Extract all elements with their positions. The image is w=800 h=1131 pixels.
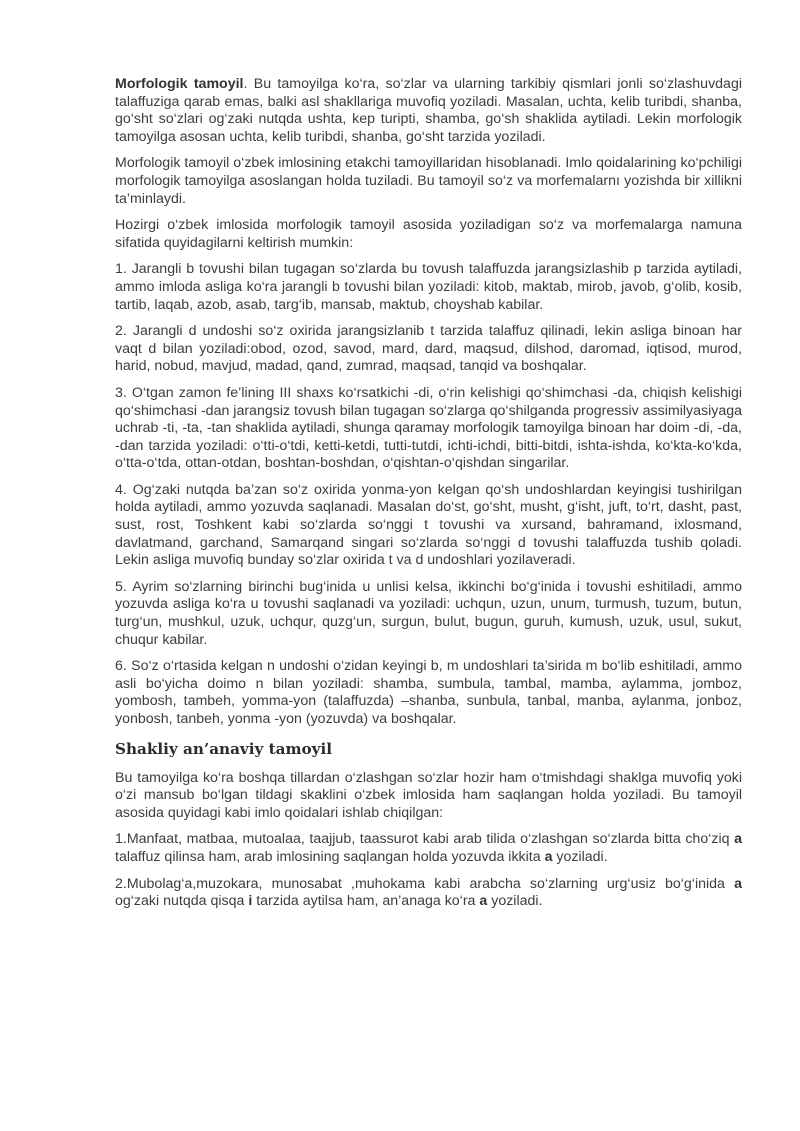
paragraph-etakchi-tamoyil: Morfologik tamoyil o‘zbek imlosining etakchi tamoyillaridan hisoblanadi. Imlo qoidalarining ko‘pchiligi morfologik tamoyilga asoslangan holda tuziladi. Bu tamoyil so‘z va morfemalarnı yozishda bir xillikni ta’minlaydi. (115, 155, 742, 207)
rule-item-2 (115, 876, 742, 911)
list-item-5: 5. Ayrim so‘zlarning birinchi bug‘inida u unlisi kelsa, ikkinchi bo‘g‘inida i tovushi eshitiladi, ammo yozuvda asliga ko‘ra u tovushi saqlanadi va yoziladi: uchqun, uzun, unum, turmush, tuzum, butun, turg‘un, mushkul, uzuk, uchqur, quzg‘un, surgun, bulut, bugun, guruh, kumush, uzuk, usul, sukut, chuqur kabilar. (115, 578, 742, 648)
rule-text: yoziladi. (552, 848, 608, 865)
rule-text: yoziladi. (487, 893, 543, 910)
bold-letter: a (479, 893, 488, 910)
list-item-6: 6. So‘z o‘rtasida kelgan n undoshi o‘zidan keyingi b, m undoshlari ta’sirida m bo‘lib eshitiladi, ammo asli bo‘yicha doimo n bilan yoziladi: shamba, sumbula, tambal, mamba, aylamma, jomboz, yombosh, tambeh, yomma-yon (talaffuzda) –shanba, sunbula, tanbal, manba, aylanma, jonboz, yonbosh, tanbeh, yonma -yon (yozuvda) va boshqalar. (115, 658, 742, 727)
rule-text: 2.Mubolag‘a,muzokara, munosabat ,muhokama kabi arabcha so‘zlarning urg‘usiz bo‘g‘inida (115, 875, 735, 892)
list-item-4: 4. Og‘zaki nutqda ba’zan so‘z oxirida yonma-yon kelgan qo‘sh undoshlardan keyingisi tushirilgan holda aytiladi, ammo yozuvda saqlanadi. Masalan do‘st, go‘sht, musht, g‘isht, juft, to‘rt, dasht, past, sust, rost, Toshkent kabi so‘zlarda so‘nggi t tovushi va xursand, bahramand, ixlosmand, davlatmand, garchand, Samarqand singari so‘zlarda so‘nggi d tovushi talaffuzda tushib qoladi. Lekin asliga muvofiq bunday so‘zlar oxirida t va d undoshlari yozilaveradi. (115, 481, 742, 569)
paragraph-text: . Bu tamoyilga ko‘ra, so‘zlar va ularning tarkibiy qismlari jonli so‘zlashuvdagi talaffuziga qarab emas, balki asl shakllariga muvofiq yoziladi. Masalan, uchta, kelib turibdi, shanba, go‘sht so‘zlari og‘zaki nutqda ushta, kep turipti, shamba, go‘sh shaklida aytiladi. Lekin morfologik tamoyilga asosan uchta, kelib turibdi, shanba, go‘sht tarzida yoziladi. (115, 76, 742, 145)
paragraph-morfologik-tamoyil (115, 76, 742, 146)
bold-letter: a (734, 875, 742, 892)
term-morfologik-tamoyil: Morfologik tamoyil (115, 76, 244, 92)
list-item-3: 3. O‘tgan zamon fe’lining III shaxs ko‘rsatkichi -di, o‘rin kelishigi qo‘shimchasi -da, chiqish kelishigi qo‘shimchasi -dan jarangsiz tovush bilan tugagan so‘zlarga qo‘shilganda progressiv assimilyasiyaga uchrab -ti, -ta, -tan shaklida aytiladi, shunga qaramay morfologik tamoyilga binoan har doim -di, -da, -dan tarzida yoziladi: o‘tti-o‘tdi, ketti-ketdi, tutti-tutdi, ichti-ichdi, bitti-bitdi, ishta-ishda, ko‘kta-ko‘kda, o‘tta-o‘tda, ottan-otdan, boshtan-boshdan, o‘qishtan-o‘qishdan singarilar. (115, 384, 742, 472)
rule-text: talaffuz qilinsa ham, arab imlosining saqlangan holda yozuvda ikkita (115, 848, 545, 865)
rule-text: 1.Manfaat, matbaa, mutoalaa, taajjub, taassurot kabi arab tilida o‘zlashgan so‘zlarda bitta cho‘ziq (115, 831, 735, 848)
paragraph-namuna-intro: Hozirgi o‘zbek imlosida morfologik tamoyil asosida yoziladigan so‘z va morfemalarga namuna sifatida quyidagilarni keltirish mumkin: (115, 217, 742, 251)
rule-item-1 (115, 831, 742, 866)
list-item-2: 2. Jarangli d undoshi so‘z oxirida jarangsizlanib t tarzida talaffuz qilinadi, lekin asliga binoan har vaqt d bilan yoziladi:obod, ozod, savod, mard, dard, maqsud, dilshod, daromad, iqtisod, murod, harid, nobud, mavjud, madad, qand, zumrad, maqsad, tanqid va boshqalar. (115, 323, 742, 375)
bold-letter: a (544, 848, 553, 865)
section-heading: Shakliy an’anaviy tamoyil (115, 739, 333, 758)
paragraph-shakliy-intro: Bu tamoyilga ko‘ra boshqa tillardan o‘zlashgan so‘zlar hozir ham o‘tmishdagi shaklga muvofiq yoki o‘zi mansub bo‘lgan tildagi skaklini o‘zbek imlosida ham saqlangan holda yoziladi. Bu tamoyil asosida quyidagi kabi imlo qoidalari ishlab chiqilgan: (115, 769, 742, 821)
bold-letter: i (248, 893, 253, 910)
rule-text: tarzida aytilsa ham, an’anaga ko‘ra (252, 893, 480, 910)
document-page (115, 76, 742, 920)
list-item-1: 1. Jarangli b tovushi bilan tugagan so‘zlarda bu tovush talaffuzda jarangsizlashib p tarzida aytiladi, ammo imloda asliga ko‘ra jarangli b tovushi bilan yoziladi: kitob, maktab, mirob, javob, g‘olib, kosib, tartib, laqab, azob, asab, targ‘ib, mansab, maktub, choyshab kabilar. (115, 261, 742, 313)
rule-text: og‘zaki nutqda qisqa (115, 893, 249, 910)
bold-letter: a (734, 831, 742, 848)
